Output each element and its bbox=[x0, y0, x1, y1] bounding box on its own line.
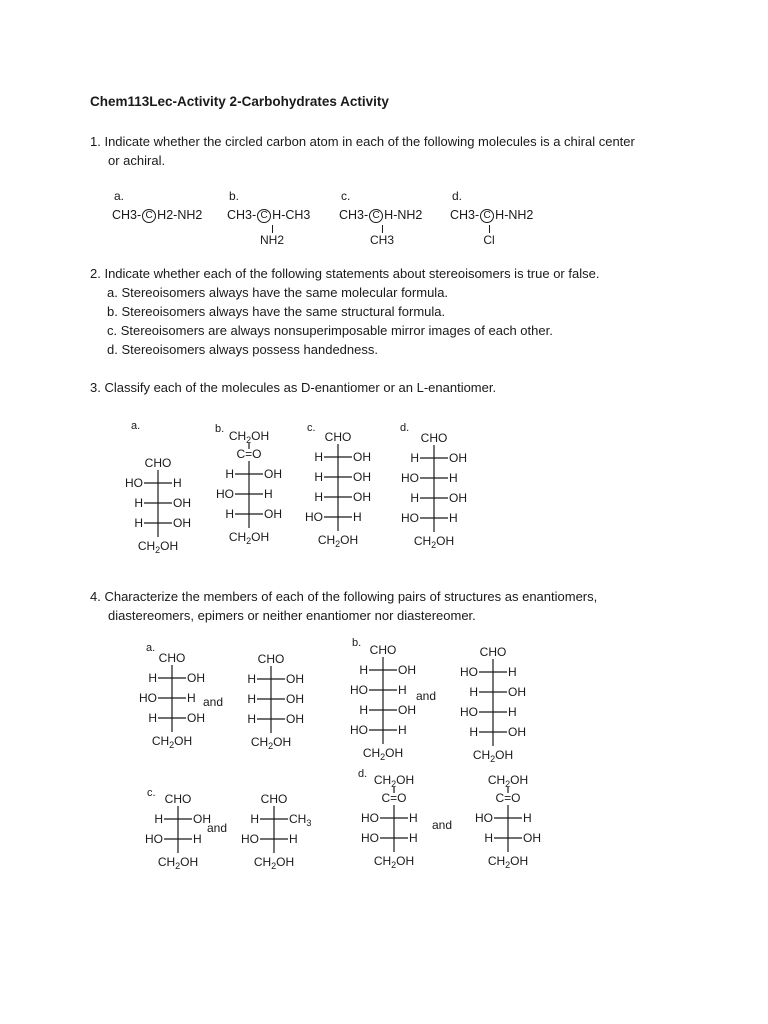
fischer-right-group: OH bbox=[508, 725, 526, 739]
fischer-right-group: H bbox=[449, 471, 458, 485]
fischer-left-group: H bbox=[410, 451, 419, 465]
fischer-right-group: H bbox=[398, 683, 407, 697]
fischer-left-group: H bbox=[314, 450, 323, 464]
q1-label-d: d. bbox=[452, 189, 463, 203]
q4c-and: and bbox=[207, 821, 228, 835]
fischer-right-group: OH bbox=[286, 672, 304, 686]
fischer-top-group: CHO bbox=[420, 431, 448, 445]
fischer-left-group: H bbox=[469, 725, 478, 739]
fischer-bottom-group: CH2OH bbox=[151, 734, 193, 750]
fischer-left-group: HO bbox=[350, 723, 368, 737]
q3-label-d: d. bbox=[400, 422, 410, 434]
q4a-and: and bbox=[203, 695, 224, 709]
fischer-left-group: HO bbox=[125, 476, 143, 490]
fischer-right-group: OH bbox=[187, 711, 205, 725]
q1-substituent-c: CH3 bbox=[367, 225, 397, 247]
fischer-left-group: HO bbox=[139, 691, 157, 705]
fischer-bottom-group: CH2OH bbox=[373, 854, 415, 870]
fischer-right-group: H bbox=[193, 832, 202, 846]
fischer-top-group: CH2OH bbox=[228, 429, 270, 445]
fischer-carbonyl: C=O bbox=[236, 447, 262, 461]
fischer-right-group: H bbox=[508, 665, 517, 679]
fischer-right-group: OH bbox=[353, 470, 371, 484]
q4d-right-structure bbox=[463, 772, 553, 882]
q4d-and: and bbox=[432, 818, 453, 832]
fischer-right-group: H bbox=[523, 811, 532, 825]
q1-substituent-b: NH2 bbox=[257, 225, 287, 247]
fischer-right-group: OH bbox=[398, 663, 416, 677]
fischer-bottom-group: CH2OH bbox=[413, 534, 455, 550]
fischer-right-group: H bbox=[508, 705, 517, 719]
question-1-text-continued: or achiral. bbox=[108, 153, 166, 168]
fischer-bottom-group: CH2OH bbox=[362, 746, 404, 762]
fischer-right-group: OH bbox=[449, 491, 467, 505]
fischer-left-group: HO bbox=[216, 487, 234, 501]
fischer-left-group: HO bbox=[460, 665, 478, 679]
fischer-left-group: HO bbox=[305, 510, 323, 524]
fischer-top-group: CHO bbox=[369, 643, 397, 657]
fischer-left-group: H bbox=[410, 491, 419, 505]
fischer-left-group: H bbox=[148, 671, 157, 685]
fischer-left-group: H bbox=[134, 516, 143, 530]
page-title: Chem113Lec-Activity 2-Carbohydrates Activity bbox=[90, 94, 389, 109]
fischer-top-group: CHO bbox=[257, 652, 285, 666]
fischer-bottom-group: CH2OH bbox=[137, 539, 179, 555]
fischer-right-group: H bbox=[398, 723, 407, 737]
fischer-right-group: H bbox=[187, 691, 196, 705]
fischer-right-group: H bbox=[409, 811, 418, 825]
fischer-top-group: CH2OH bbox=[487, 773, 529, 789]
q3-label-c: c. bbox=[307, 422, 316, 434]
fischer-right-group: H bbox=[449, 511, 458, 525]
fischer-left-group: HO bbox=[241, 832, 259, 846]
q3-label-b: b. bbox=[215, 423, 225, 435]
fischer-bottom-group: CH2OH bbox=[157, 855, 199, 871]
fischer-left-group: HO bbox=[350, 683, 368, 697]
question-2-text: 2. Indicate whether each of the following statements about stereoisomers is true or false. bbox=[90, 266, 600, 281]
fischer-right-group: OH bbox=[193, 812, 211, 826]
question-1-text: 1. Indicate whether the circled carbon atom in each of the following molecules is a chiral center bbox=[90, 134, 635, 149]
fischer-right-group: CH3 bbox=[289, 812, 312, 828]
fischer-carbonyl: C=O bbox=[495, 791, 521, 805]
q1-molecule-a: a. CH3- C H2-NH2 bbox=[112, 189, 203, 222]
question-1 bbox=[90, 132, 690, 170]
fischer-right-group: OH bbox=[187, 671, 205, 685]
fischer-left-group: H bbox=[247, 712, 256, 726]
fischer-right-group: OH bbox=[449, 451, 467, 465]
fischer-right-group: OH bbox=[523, 831, 541, 845]
fischer-left-group: H bbox=[134, 496, 143, 510]
q4b-and: and bbox=[416, 689, 437, 703]
q1-label-b: b. bbox=[229, 189, 240, 203]
fischer-right-group: OH bbox=[508, 685, 526, 699]
fischer-left-group: H bbox=[314, 470, 323, 484]
q1-label-a: a. bbox=[114, 189, 125, 203]
q4b-right-structure bbox=[448, 644, 538, 764]
fischer-left-group: H bbox=[154, 812, 163, 826]
q4-label-b: b. bbox=[352, 637, 362, 649]
fischer-left-group: HO bbox=[401, 471, 419, 485]
q4-label-a: a. bbox=[146, 642, 156, 654]
fischer-left-group: H bbox=[148, 711, 157, 725]
fischer-right-group: OH bbox=[264, 467, 282, 481]
fischer-right-group: OH bbox=[264, 507, 282, 521]
q4d-left-structure bbox=[349, 772, 439, 882]
fischer-left-group: HO bbox=[361, 811, 379, 825]
fischer-right-group: OH bbox=[173, 496, 191, 510]
fischer-top-group: CHO bbox=[324, 430, 352, 444]
fischer-right-group: H bbox=[173, 476, 182, 490]
q4a-right-structure bbox=[226, 651, 316, 751]
q3-structure-d bbox=[389, 430, 479, 560]
fischer-left-group: H bbox=[359, 663, 368, 677]
fischer-left-group: H bbox=[250, 812, 259, 826]
question-3-text: 3. Classify each of the molecules as D-enantiomer or an L-enantiomer. bbox=[90, 380, 497, 395]
fischer-bottom-group: CH2OH bbox=[317, 533, 359, 549]
circled-carbon-icon: C bbox=[369, 209, 383, 223]
circled-carbon-icon: C bbox=[257, 209, 271, 223]
fischer-top-group: CHO bbox=[158, 651, 186, 665]
fischer-top-group: CHO bbox=[479, 645, 507, 659]
q2-statement-b: b. Stereoisomers always have the same structural formula. bbox=[107, 304, 446, 319]
q1-molecule-d: d. CH3- C H-NH2 Cl bbox=[450, 189, 534, 247]
fischer-bottom-group: CH2OH bbox=[250, 735, 292, 751]
q3-label-a: a. bbox=[131, 420, 141, 432]
fischer-right-group: H bbox=[264, 487, 273, 501]
fischer-bottom-group: CH2OH bbox=[472, 748, 514, 764]
fischer-top-group: CHO bbox=[144, 456, 172, 470]
fischer-right-group: OH bbox=[173, 516, 191, 530]
question-4-text-continued: diastereomers, epimers or neither enantiomer nor diastereomer. bbox=[108, 608, 476, 623]
circled-carbon-icon: C bbox=[480, 209, 494, 223]
fischer-right-group: H bbox=[353, 510, 362, 524]
fischer-right-group: OH bbox=[286, 712, 304, 726]
fischer-left-group: H bbox=[359, 703, 368, 717]
fischer-left-group: H bbox=[484, 831, 493, 845]
fischer-left-group: H bbox=[247, 692, 256, 706]
fischer-carbonyl: C=O bbox=[381, 791, 407, 805]
q1-molecule-b: b. CH3- C H-CH3 NH2 bbox=[227, 189, 311, 247]
fischer-left-group: H bbox=[314, 490, 323, 504]
q2-statement-c: c. Stereoisomers are always nonsuperimposable mirror images of each other. bbox=[107, 323, 553, 338]
fischer-left-group: HO bbox=[460, 705, 478, 719]
fischer-right-group: OH bbox=[353, 450, 371, 464]
q3-structure-a bbox=[113, 455, 203, 555]
fischer-left-group: H bbox=[225, 467, 234, 481]
question-4 bbox=[90, 587, 690, 625]
fischer-left-group: HO bbox=[361, 831, 379, 845]
circled-carbon-icon: C bbox=[142, 209, 156, 223]
q1-label-c: c. bbox=[341, 189, 351, 203]
fischer-right-group: H bbox=[409, 831, 418, 845]
fischer-bottom-group: CH2OH bbox=[228, 530, 270, 546]
q2-statement-d: d. Stereoisomers always possess handedness. bbox=[107, 342, 378, 357]
q3-structure-c bbox=[293, 429, 383, 559]
fischer-right-group: OH bbox=[398, 703, 416, 717]
q4-label-d: d. bbox=[358, 768, 368, 780]
q1-molecule-c: c. CH3- C H-NH2 CH3 bbox=[339, 189, 423, 247]
fischer-left-group: H bbox=[469, 685, 478, 699]
fischer-left-group: HO bbox=[475, 811, 493, 825]
fischer-top-group: CH2OH bbox=[373, 773, 415, 789]
q3-structure-b bbox=[204, 428, 294, 558]
q4-label-c: c. bbox=[147, 787, 156, 799]
fischer-bottom-group: CH2OH bbox=[487, 854, 529, 870]
q4c-right-structure bbox=[229, 791, 319, 881]
fischer-left-group: H bbox=[225, 507, 234, 521]
fischer-left-group: H bbox=[247, 672, 256, 686]
q1-substituent-d: Cl bbox=[476, 225, 502, 247]
fischer-right-group: OH bbox=[286, 692, 304, 706]
fischer-top-group: CHO bbox=[164, 792, 192, 806]
fischer-right-group: OH bbox=[353, 490, 371, 504]
fischer-left-group: HO bbox=[401, 511, 419, 525]
question-4-text: 4. Characterize the members of each of the following pairs of structures as enantiomers, bbox=[90, 589, 598, 604]
q4c-left-structure bbox=[133, 791, 223, 881]
fischer-bottom-group: CH2OH bbox=[253, 855, 295, 871]
q2-statement-a: a. Stereoisomers always have the same molecular formula. bbox=[107, 285, 449, 300]
fischer-left-group: HO bbox=[145, 832, 163, 846]
q4b-left-structure bbox=[338, 642, 428, 762]
fischer-right-group: H bbox=[289, 832, 298, 846]
fischer-top-group: CHO bbox=[260, 792, 288, 806]
